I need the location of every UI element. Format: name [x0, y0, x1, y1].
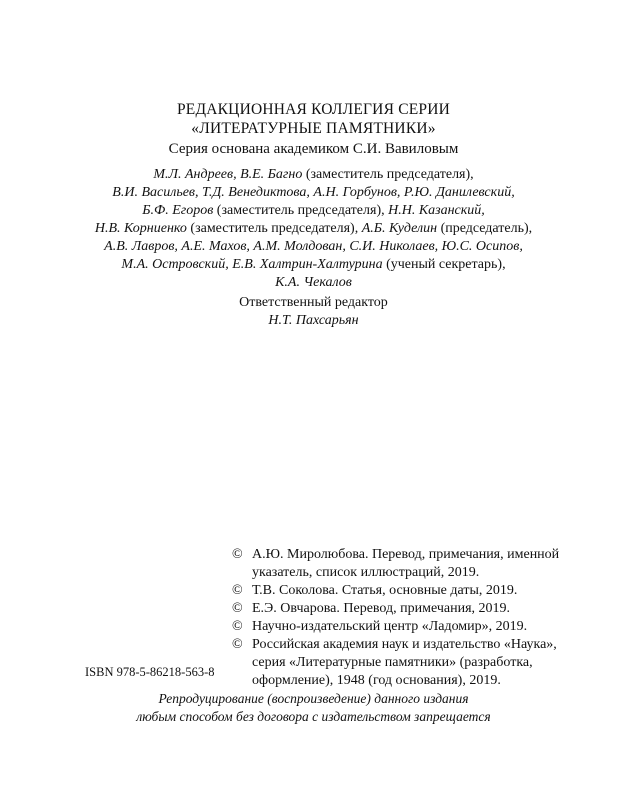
- board-role: (председатель),: [437, 221, 533, 236]
- notice-line-1: Репродуцирование (воспроизведение) данного издания: [158, 691, 469, 706]
- responsible-name: Н.Т. Пахсарьян: [268, 313, 359, 328]
- board-names: Н.В. Корниенко: [94, 221, 187, 236]
- copyright-text: Е.Э. Овчарова. Перевод, примечания, 2019.: [252, 601, 511, 616]
- board-names: В.И. Васильев, Т.Д. Венедиктова, А.Н. Горбунов, Р.Ю. Данилевский,: [112, 185, 515, 200]
- board-line-3: [0, 202, 627, 220]
- notice-line-2: любым способом без договора с издательством запрещается: [136, 709, 491, 724]
- board-names: Н.Н. Казанский,: [388, 203, 485, 218]
- copyright-item: [232, 582, 562, 600]
- copyright-list: [232, 546, 562, 690]
- copyright-item: [232, 618, 562, 636]
- board-role: (заместитель председателя),: [302, 167, 474, 182]
- board-names: Б.Ф. Егоров: [142, 203, 214, 218]
- copyright-symbol: ©: [232, 637, 243, 652]
- copyright-text: Научно-издательский центр «Ладомир», 2019.: [252, 619, 528, 634]
- series-founded: Серия основана академиком С.И. Вавиловым: [168, 141, 459, 157]
- copyright-item: [232, 546, 562, 582]
- board-names: М.А. Островский, Е.В. Халтрин-Халтурина: [121, 257, 383, 272]
- copyright-item: [232, 636, 562, 690]
- isbn: ISBN 978-5-86218-563-8: [85, 665, 215, 679]
- board-names: К.А. Чекалов: [275, 275, 352, 290]
- copyright-text: Т.В. Соколова. Статья, основные даты, 2019.: [252, 583, 518, 598]
- copyright-symbol: ©: [232, 547, 243, 562]
- editorial-board-heading: [0, 100, 627, 138]
- board-line-7: [0, 274, 627, 292]
- copyright-item: [232, 600, 562, 618]
- board-names: М.Л. Андреев, В.Е. Багно: [153, 167, 303, 182]
- reproduction-notice: [0, 690, 627, 726]
- board-names: А.Б. Куделин: [361, 221, 438, 236]
- copyright-symbol: ©: [232, 601, 243, 616]
- board-names: А.В. Лавров, А.Е. Махов, А.М. Молдован, С.И. Николаев, Ю.С. Осипов,: [104, 239, 523, 254]
- copyright-text: Российская академия наук и издательство «Наука», серия «Литературные памятники» (разработка, оформление), 1948 (год основания), 2019.: [252, 637, 557, 688]
- board-line-4: [0, 220, 627, 238]
- board-line-5: [0, 238, 627, 256]
- board-role: (заместитель председателя),: [186, 221, 362, 236]
- copyright-symbol: ©: [232, 583, 243, 598]
- heading-line-2: «ЛИТЕРАТУРНЫЕ ПАМЯТНИКИ»: [191, 120, 436, 137]
- board-line-6: [0, 256, 627, 274]
- heading-line-1: РЕДАКЦИОННАЯ КОЛЛЕГИЯ СЕРИИ: [176, 101, 451, 118]
- responsible-editor: [0, 294, 627, 330]
- copyright-text: А.Ю. Миролюбова. Перевод, примечания, именной указатель, список иллюстраций, 2019.: [252, 547, 560, 580]
- responsible-label: Ответственный редактор: [239, 295, 388, 310]
- board-line-2: [0, 184, 627, 202]
- copyright-symbol: ©: [232, 619, 243, 634]
- board-role: (заместитель председателя),: [213, 203, 389, 218]
- board-line-1: [0, 166, 627, 184]
- board-role: (ученый секретарь),: [382, 257, 506, 272]
- board-members: [0, 166, 627, 292]
